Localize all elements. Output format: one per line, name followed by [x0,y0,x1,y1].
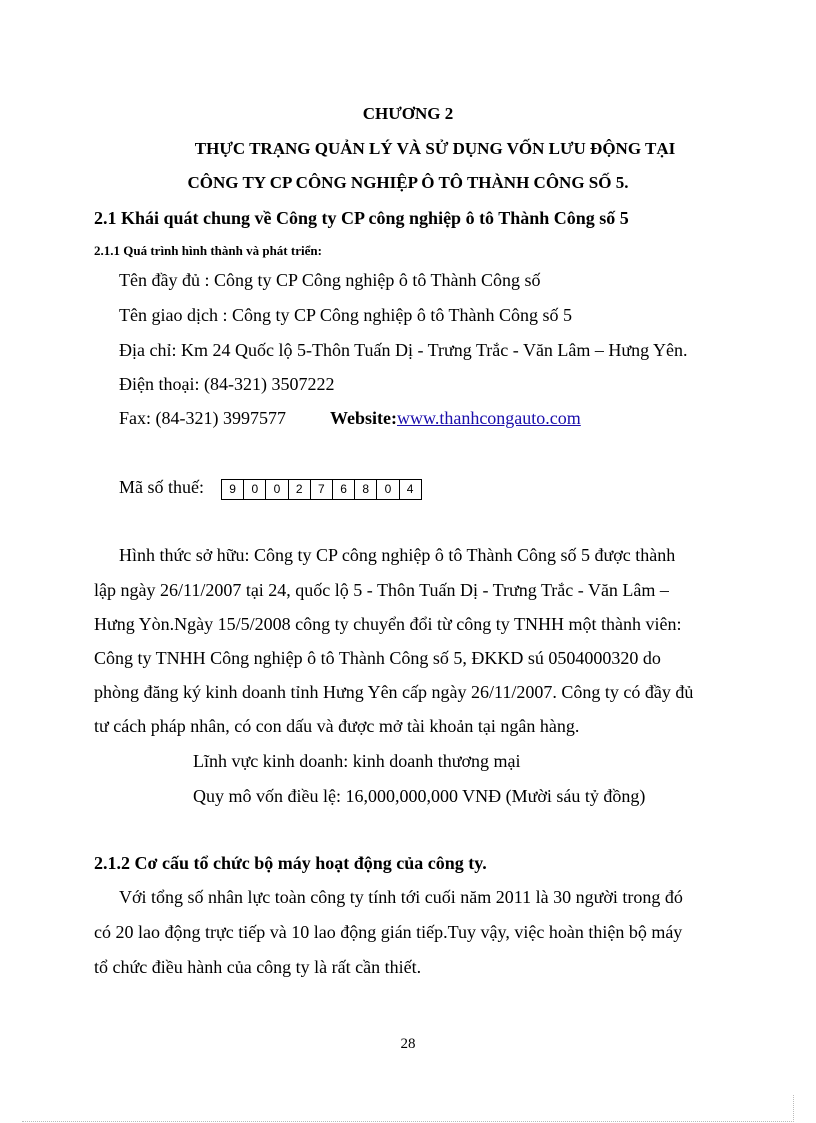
page-right-border [793,1095,794,1122]
structure-line: có 20 lao động trực tiếp và 10 lao động gián tiếp.Tuy vậy, việc hoàn thiện bộ máy [94,922,683,942]
section-2-1-1-heading: 2.1.1 Quá trình hình thành và phát triển: [94,243,322,258]
website-label: Website: [330,408,397,428]
structure-line: tổ chức điều hành của công ty là rất cần thiết. [94,957,422,977]
tax-digit: 7 [311,480,333,499]
company-address: Địa chỉ: Km 24 Quốc lộ 5-Thôn Tuấn Dị - Trưng Trắc - Văn Lâm – Hưng Yên. [119,340,688,360]
company-full-name: Tên đầy đủ : Công ty CP Công nghiệp ô tô Thành Công số [119,270,541,290]
chapter-title-line2: CÔNG TY CP CÔNG NGHIỆP Ô TÔ THÀNH CÔNG SỐ 5. [187,173,629,192]
chapter-title-line1: THỰC TRẠNG QUẢN LÝ VÀ SỬ DỤNG VỐN LƯU ĐỘNG TẠI [194,139,676,158]
ownership-line: Hưng Yòn.Ngày 15/5/2008 công ty chuyển đổi từ công ty TNHH một thành viên: [94,614,682,634]
ownership-line: Công ty TNHH Công nghiệp ô tô Thành Công số 5, ĐKKD sú 0504000320 do [94,648,661,668]
ownership-line: tư cách pháp nhân, có con dấu và được mở tài khoản tại ngân hàng. [94,716,580,736]
company-fax: Fax: (84-321) 3997577 [119,408,286,428]
company-trade-name: Tên giao dịch : Công ty CP Công nghiệp ô tô Thành Công số 5 [119,305,572,325]
charter-capital: Quy mô vốn điều lệ: 16,000,000,000 VNĐ (Mười sáu tỷ đồng) [193,786,646,806]
tax-digit: 0 [244,480,266,499]
company-phone: Điện thoại: (84-321) 3507222 [119,374,335,394]
tax-code-box [221,479,422,500]
chapter-number: CHƯƠNG 2 [362,104,454,123]
business-field: Lĩnh vực kinh doanh: kinh doanh thương mại [193,751,521,771]
ownership-line: lập ngày 26/11/2007 tại 24, quốc lộ 5 - Thôn Tuấn Dị - Trưng Trắc - Văn Lâm – [94,580,669,600]
tax-code-label: Mã số thuế: [119,477,204,497]
ownership-line: Hình thức sở hữu: Công ty CP công nghiệp ô tô Thành Công số 5 được thành [119,545,676,565]
ownership-line: phòng đăng ký kinh doanh tỉnh Hưng Yên cấp ngày 26/11/2007. Công ty có đầy đủ [94,682,694,702]
tax-digit: 8 [355,480,377,499]
structure-line: Với tổng số nhân lực toàn công ty tính tới cuối năm 2011 là 30 người trong đó [119,887,683,907]
tax-digit: 9 [222,480,244,499]
tax-digit: 6 [333,480,355,499]
section-2-1-2-heading: 2.1.2 Cơ cấu tổ chức bộ máy hoạt động của công ty. [94,853,487,873]
page-number: 28 [400,1036,416,1052]
website-link[interactable]: www.thanhcongauto.com [397,408,581,428]
tax-digit: 0 [377,480,399,499]
tax-digit: 0 [266,480,288,499]
tax-digit: 4 [406,482,414,496]
tax-digit: 2 [289,480,311,499]
page-bottom-border [22,1121,794,1122]
website-line [330,408,581,429]
section-2-1-heading: 2.1 Khái quát chung về Công ty CP công nghiệp ô tô Thành Công số 5 [94,208,629,228]
